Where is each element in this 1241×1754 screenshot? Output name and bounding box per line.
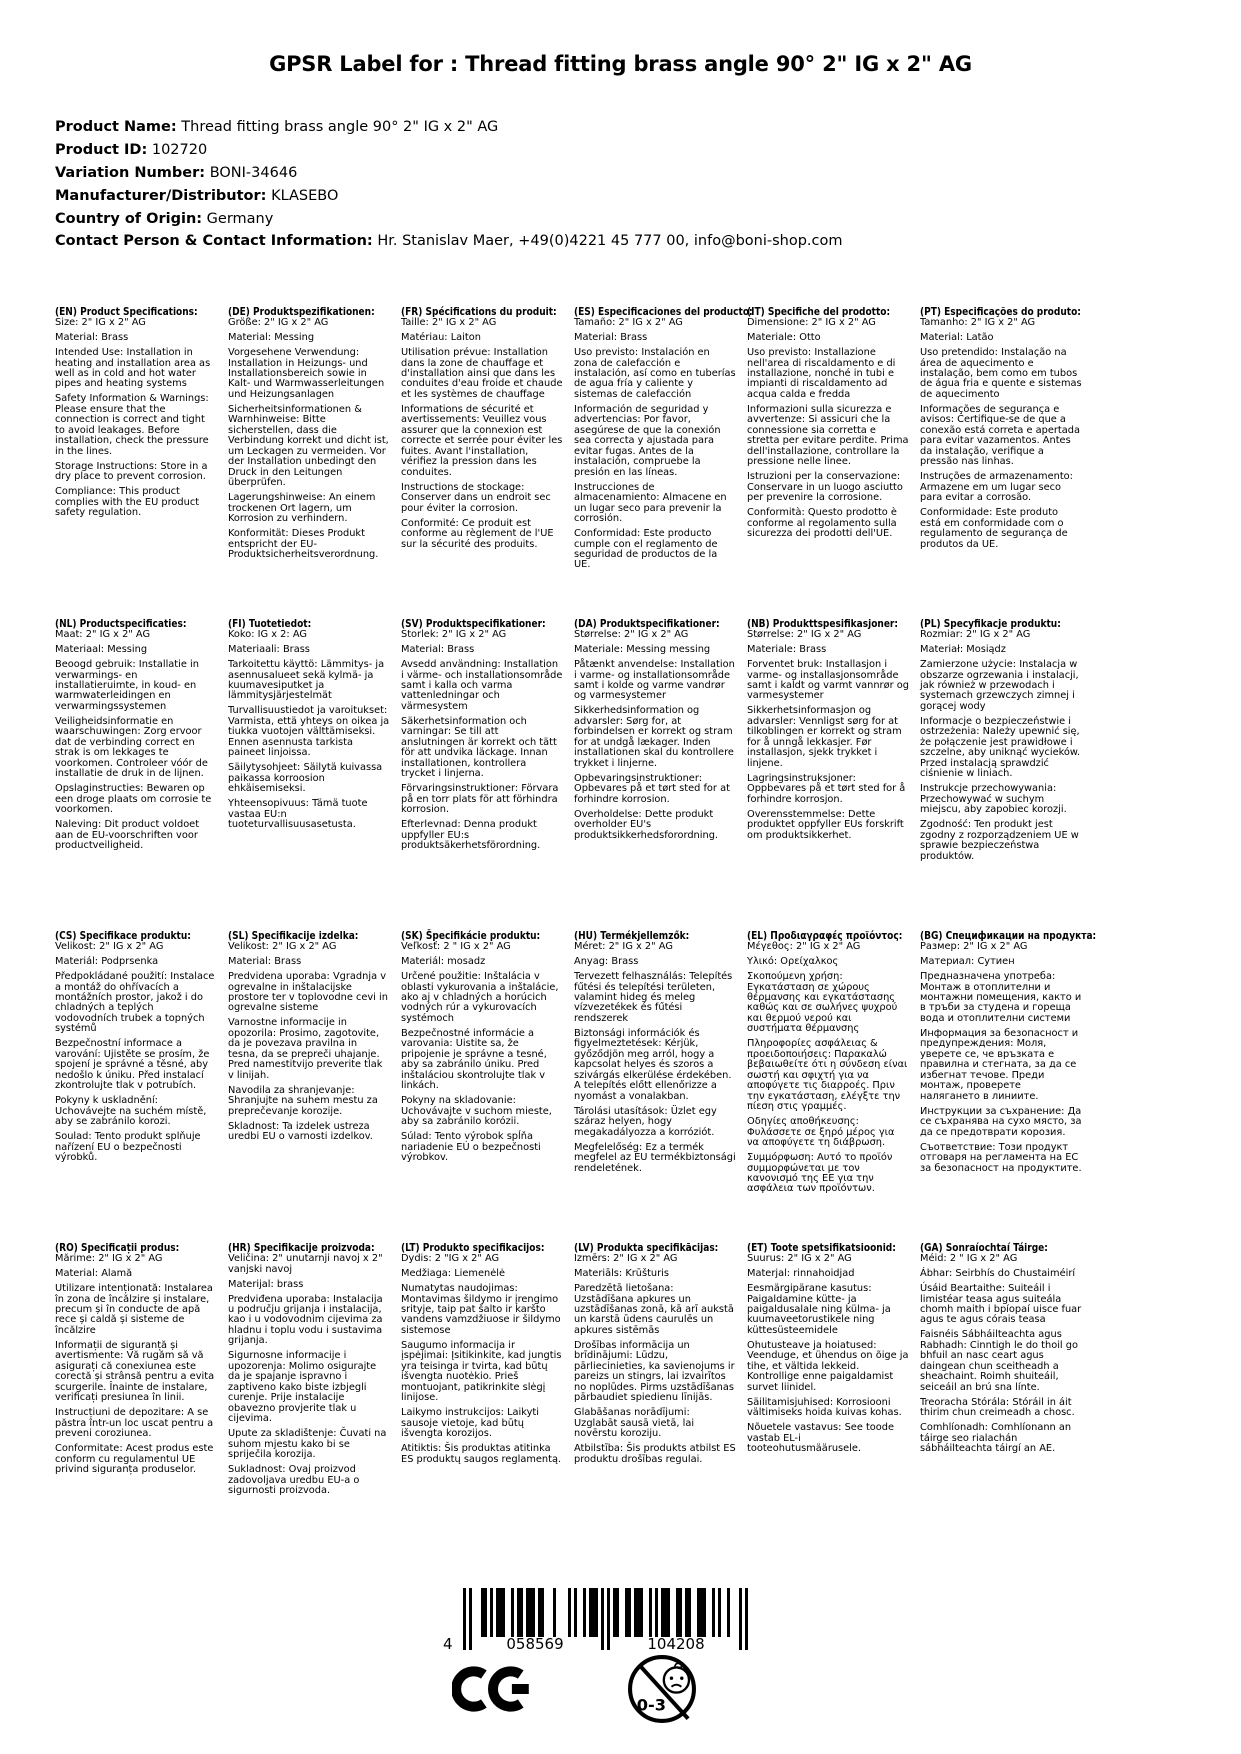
product-info-value: BONI-34646 — [205, 164, 298, 181]
barcode-bar — [634, 1588, 637, 1637]
product-info-label: Manufacturer/Distributor: — [55, 187, 267, 204]
spec-paragraph: Materiaali: Brass — [228, 644, 310, 656]
language-block-paragraphs — [920, 630, 1082, 862]
spec-paragraph: Conformità: Questo prodotto è conforme al regolamento sulla sicurezza dei prodotti dell'UE. — [747, 507, 897, 540]
barcode-bar — [541, 1588, 544, 1637]
spec-paragraph: Úsáid Beartaithe: Suiteáil i limistéar teasa agus suiteála chomh maith i bpíopaí uisce fuar agus te agus córais teasa — [920, 1283, 1082, 1326]
spec-paragraph: Størrelse: 2" IG x 2" AG — [574, 629, 689, 641]
language-block-heading: (NB) Produkttspesifikasjoner: — [747, 617, 898, 630]
barcode-bar — [625, 1588, 628, 1637]
spec-paragraph: Uso previsto: Instalación en zona de calefacción e instalación, así como en tuberías de agua fría y caliente y sistemas de calefacción — [574, 347, 736, 400]
barcode-bar — [628, 1588, 631, 1637]
language-block-heading: (FR) Spécifications du produit: — [401, 305, 557, 318]
spec-paragraph: Safety Information & Warnings: Please ensure that the connection is correct and tight to avoid leakages. Before installation, check the pressure in the lines. — [55, 393, 209, 457]
spec-paragraph: Avsedd användning: Installation i värme- och installationsområde samt i kalla och varma vattenledningar och värmesystem — [401, 659, 563, 712]
spec-paragraph: Storage Instructions: Store in a dry place to prevent corrosion. — [55, 460, 208, 483]
language-block-paragraphs — [55, 942, 217, 1163]
product-info-row — [55, 165, 843, 182]
ce-letter-c — [456, 1671, 484, 1706]
language-block-heading: (ET) Toote spetsifikatsioonid: — [747, 1241, 896, 1254]
spec-paragraph: Naleving: Dit product voldoet aan de EU-voorschriften voor productveiligheid. — [55, 819, 200, 852]
language-block-heading: (GA) Sonraíochtaí Táirge: — [920, 1241, 1048, 1254]
spec-paragraph: Atbilstība: Šis produkts atbilst ES produktu drošības regulai. — [574, 1443, 736, 1465]
language-block-paragraphs — [55, 318, 217, 518]
spec-paragraph: Veiligheidsinformatie en waarschuwingen: Zorg ervoor dat de verbinding correct en strak is om lekkages te voorkomen. Controleer vóór de installatie de druk in de lijnen. — [55, 715, 208, 780]
barcode-bar — [532, 1588, 535, 1637]
language-block-heading: (LV) Produkta specifikācijas: — [574, 1241, 719, 1254]
product-info-value: 102720 — [147, 141, 208, 158]
spec-paragraph: Medžiaga: Liemenėlė — [401, 1268, 505, 1280]
footer — [0, 1580, 1241, 1754]
language-block-heading: (RO) Specificații produs: — [55, 1241, 180, 1254]
spec-paragraph: Material: Messing — [228, 332, 315, 344]
language-block-paragraphs — [228, 318, 390, 560]
language-block-cs — [55, 930, 228, 1242]
spec-paragraph: Dimensione: 2" IG x 2" AG — [747, 317, 876, 329]
language-block-et — [747, 1242, 920, 1554]
language-block-heading: (DA) Produktspecifikationer: — [574, 617, 720, 630]
spec-paragraph: Treoracha Stórála: Stóráil in áit thirim chun creimeadh a chosc. — [920, 1396, 1075, 1419]
spec-paragraph: Предназначена употреба: Монтаж в отоплителни и монтажни помещения, както и в тръби за студена и гореща вода и отоплителни системи — [920, 971, 1082, 1024]
barcode-bar — [649, 1588, 652, 1637]
spec-paragraph: Material: Latão — [920, 332, 994, 344]
language-block-heading: (BG) Спецификации на продукта: — [920, 929, 1097, 942]
barcode-bar — [607, 1588, 610, 1650]
spec-paragraph: Materijal: brass — [228, 1278, 304, 1290]
barcode-bar — [727, 1588, 730, 1637]
spec-paragraph: Méret: 2" IG x 2" AG — [574, 941, 673, 953]
barcode-bar — [499, 1588, 502, 1637]
language-block-ga — [920, 1242, 1093, 1554]
spec-paragraph: Suurus: 2" IG x 2" AG — [747, 1253, 852, 1265]
language-block-pl — [920, 618, 1093, 930]
spec-paragraph: Compliance: This product complies with the EU product safety regulation. — [55, 486, 200, 519]
spec-paragraph: Biztonsági információk és figyelmeztetések: Kérjük, győződjön meg arról, hogy a kapcsolat helyes és szoros a szivárgás elkerülése érdekében. A telepítés előtt ellenőrizze a nyomást a vonalakban. — [574, 1027, 732, 1102]
language-block-heading: (HR) Specifikacije proizvoda: — [228, 1241, 375, 1254]
language-block-paragraphs — [401, 942, 563, 1163]
language-block-hr — [228, 1242, 401, 1554]
language-block-lv — [574, 1242, 747, 1554]
language-block-heading: (FI) Tuotetiedot: — [228, 617, 312, 630]
language-block-fr — [401, 306, 574, 618]
spec-paragraph: Velikost: 2" IG x 2" AG — [55, 941, 164, 953]
spec-paragraph: Intended Use: Installation in heating and installation area as well as in cold and hot water pipes and heating systems — [55, 347, 211, 390]
spec-paragraph: Utilisation prévue: Installation dans la zone de chauffage et d'installation ainsi que dans les conduites d'eau froide et chaude et les systèmes de chauffage — [401, 347, 563, 400]
spec-paragraph: Tamaño: 2" IG x 2" AG — [574, 317, 683, 329]
spec-paragraph: Soulad: Tento produkt splňuje nařízení EU o bezpečnosti výrobků. — [55, 1131, 201, 1164]
spec-paragraph: Conformité: Ce produit est conforme au règlement de l'UE sur la sécurité des produits. — [401, 517, 554, 550]
spec-paragraph: Πληροφορίες ασφάλειας & προειδοποιήσεις: Παρακαλώ βεβαιωθείτε ότι η σύνδεση είναι σωστή και σφιχτή για να αποφύγετε τις διαρροές. Πριν την εγκατάσταση, ελέγξτε την πίεση στις γραμμές. — [747, 1038, 908, 1113]
barcode-bar — [664, 1588, 667, 1637]
language-block-nb — [747, 618, 920, 930]
language-block-heading: (PL) Specyfikacje produktu: — [920, 617, 1061, 630]
spec-paragraph: Eesmärgipärane kasutus: Paigaldamine kütte- ja paigaldusalale ning külma- ja kuumaveetorustikele ning küttesüsteemidele — [747, 1283, 891, 1336]
spec-paragraph: Μέγεθος: 2" IG x 2" AG — [747, 941, 861, 953]
product-info-label: Product Name: — [55, 119, 177, 135]
spec-paragraph: Ábhar: Seirbhís do Chustaiméirí — [920, 1268, 1076, 1280]
barcode-bar — [529, 1588, 532, 1637]
product-info-label: Product ID: — [55, 141, 148, 158]
spec-paragraph: Maat: 2" IG x 2" AG — [55, 629, 151, 641]
language-block-paragraphs — [574, 318, 736, 571]
barcode-bar — [574, 1588, 577, 1637]
baby-face — [664, 1667, 689, 1692]
barcode-bar — [538, 1588, 541, 1637]
spec-paragraph: Informações de segurança e avisos: Certifique-se de que a conexão está correta e apertada para evitar vazamentos. Antes da instalação, verifique a pressão nas linhas. — [920, 403, 1080, 468]
spec-paragraph: Σκοπούμενη χρήση: Εγκατάσταση σε χώρους θέρμανσης και εγκατάστασης καθώς και σε σωλήνες ψυχρού και θερμού νερού και συστήματα θέρμανσης — [747, 971, 898, 1035]
spec-paragraph: Méid: 2 " IG x 2" AG — [920, 1253, 1018, 1265]
barcode-bar — [667, 1588, 670, 1637]
barcode-bar — [601, 1588, 604, 1650]
spec-paragraph: Predviđena uporaba: Instalacija u području grijanja i instalacija, kao i u vodovodnim cijevima za hladnu i toplu vodu i sustavima grijanja. — [228, 1293, 383, 1347]
spec-paragraph: Material: Brass — [55, 332, 129, 344]
language-block-sk — [401, 930, 574, 1242]
language-block-pt — [920, 306, 1093, 618]
spec-paragraph: Sigurnosne informacije i upozorenja: Molimo osigurajte da je spajanje ispravno i zaptiveno kako biste izbjegli curenje. Prije instalacije obavezno provjerite tlak u cijevima. — [228, 1350, 377, 1425]
spec-paragraph: Размер: 2" IG x 2" AG — [920, 941, 1028, 953]
barcode-bar — [526, 1588, 529, 1637]
language-block-en — [55, 306, 228, 618]
spec-paragraph: Bezpečnostné informácie a varovania: Uistite sa, že pripojenie je správne a tesné, aby sa zabránilo úniku. Pred inštaláciou skontrolujte tlak v linkách. — [401, 1027, 547, 1092]
language-block-heading: (SV) Produktspecifikationer: — [401, 617, 546, 630]
spec-paragraph: Material: Brass — [574, 332, 648, 344]
age-range-label: 0-3 — [636, 1695, 667, 1715]
barcode-bar — [484, 1588, 487, 1637]
language-block-el — [747, 930, 920, 1242]
language-block-paragraphs — [401, 1254, 563, 1465]
spec-paragraph: Navodila za shranjevanje: Shranjujte na suhem mestu za preprečevanje korozije. — [228, 1084, 378, 1117]
product-info-label: Variation Number: — [55, 164, 206, 181]
language-block-paragraphs — [55, 630, 217, 851]
spec-paragraph: Instrucțiuni de depozitare: A se păstra într-un loc uscat pentru a preveni coroziunea. — [55, 1407, 214, 1440]
language-block-paragraphs — [920, 942, 1082, 1174]
barcode-bar — [655, 1588, 658, 1637]
language-block-heading: (SL) Specifikacije izdelka: — [228, 929, 359, 942]
spec-paragraph: Uso previsto: Installazione nell'area di riscaldamento e di installazione, nonché in tubi e impianti di riscaldamento ad acqua calda e fredda — [747, 347, 896, 400]
spec-paragraph: Forventet bruk: Installasjon i varme- og installasjonsområde samt i kaldt og varmt vannrør og varmesystemer — [747, 659, 909, 702]
spec-paragraph: Materiale: Messing messing — [574, 644, 711, 656]
spec-paragraph: Súlad: Tento výrobok spĺňa nariadenie EÚ o bezpečnosti výrobkov. — [401, 1131, 541, 1164]
language-block-heading: (LT) Produkto specifikacijos: — [401, 1241, 545, 1254]
spec-paragraph: Størrelse: 2" IG x 2" AG — [747, 629, 862, 641]
barcode-digits: 4 — [443, 1635, 453, 1653]
baby-frown — [671, 1685, 681, 1687]
barcode-digits: 104208 — [647, 1635, 705, 1653]
barcode-bar — [616, 1588, 619, 1637]
language-block-heading: (SK) Špecifikácie produktu: — [401, 929, 541, 942]
spec-paragraph: Varnostne informacije in opozorila: Prosimo, zagotovite, da je povezava pravilna in tesna, da se prepreči uhajanje. Pred namestitvijo preverite tlak v linijah. — [228, 1017, 383, 1081]
language-block-paragraphs — [55, 1254, 217, 1475]
spec-paragraph: Saugumo informacija ir įspėjimai: Įsitikinkite, kad jungtis yra teisinga ir tvirta, kad būtų išvengta nuotėkio. Prieš montuojant, patikrinkite slėgį linijose. — [401, 1339, 562, 1404]
barcode-bar — [703, 1588, 706, 1637]
spec-paragraph: Pokyny na skladovanie: Uchovávajte v suchom mieste, aby sa zabránilo korózii. — [401, 1095, 552, 1128]
spec-paragraph: Overholdelse: Dette produkt overholder EU's produktsikkerhedsforordning. — [574, 808, 719, 841]
barcode-bar — [685, 1588, 688, 1637]
barcode-bar — [481, 1588, 484, 1637]
barcode-bar — [589, 1588, 592, 1637]
barcode-bar — [463, 1588, 466, 1650]
spec-paragraph: Uso pretendido: Instalação na área de aquecimento e instalação, bem como em tubos de água fria e quente e sistemas de aquecimento — [920, 347, 1082, 400]
spec-paragraph: Material: Alamă — [55, 1268, 133, 1280]
language-block-it — [747, 306, 920, 618]
language-block-hu — [574, 930, 747, 1242]
language-block-es — [574, 305, 753, 618]
language-block-paragraphs — [228, 630, 390, 830]
language-block-paragraphs — [747, 630, 909, 841]
spec-paragraph: Instrucciones de almacenamiento: Almacene en un lugar seco para prevenir la corrosión. — [574, 481, 727, 525]
language-block-nl — [55, 618, 228, 930]
spec-paragraph: Sikkerhetsinformasjon og advarsler: Vennligst sørg for at tilkoblingen er korrekt og stram for å unngå lekkasjer. Før installasjon, sjekk trykket i linjene. — [747, 705, 902, 769]
spec-paragraph: Informacje o bezpieczeństwie i ostrzeżenia: Należy upewnić się, że połączenie jest prawidłowe i szczelne, aby uniknąć wycieków. Przed instalacją sprawdzić ciśnienie w liniach. — [920, 715, 1081, 780]
spec-paragraph: Opbevaringsinstruktioner: Opbevares på et tørt sted for at forhindre korrosion. — [574, 772, 730, 805]
spec-paragraph: Materiał: Mosiądz — [920, 644, 1006, 656]
spec-paragraph: Conformitate: Acest produs este conform cu regulamentul UE privind siguranța produselor. — [55, 1443, 214, 1476]
spec-paragraph: Rozmiar: 2" IG x 2" AG — [920, 629, 1031, 641]
spec-paragraph: Bezpečnostní informace a varování: Ujistěte se prosím, že spojení je správné a těsné, aby nedošlo k úniku. Před instalací zkontrolujte tlak v potrubích. — [55, 1038, 210, 1092]
spec-paragraph: Informazioni sulla sicurezza e avvertenze: Si assicuri che la connessione sia corretta e stretta per evitare perdite. Prima dell'installazione, controllare la pressione nelle linee. — [747, 403, 909, 468]
language-block-lt — [401, 1242, 574, 1554]
spec-paragraph: Upute za skladištenje: Čuvati na suhom mjestu kako bi se spriječila korozija. — [228, 1428, 387, 1461]
language-block-paragraphs — [228, 1254, 390, 1496]
product-info-value: KLASEBO — [266, 187, 339, 204]
spec-paragraph: Säilitamisjuhised: Korrosiooni vältimiseks hoida kuivas kohas. — [747, 1396, 902, 1419]
product-info — [55, 119, 843, 256]
language-block-paragraphs — [228, 942, 390, 1142]
product-info-row — [55, 188, 843, 205]
spec-paragraph: Conformidade: Este produto está em conformidade com o regulamento de segurança de produtos da UE. — [920, 507, 1068, 550]
spec-paragraph: Matériau: Laiton — [401, 332, 481, 344]
spec-paragraph: Materiāls: Krūšturis — [574, 1268, 669, 1280]
spec-paragraph: Konformität: Dieses Produkt entspricht der EU-Produktsicherheitsverordnung. — [228, 528, 379, 560]
language-block-bg — [920, 929, 1097, 1242]
spec-paragraph: Mărime: 2" IG x 2" AG — [55, 1253, 163, 1265]
spec-paragraph: Megfelelőség: Ez a termék megfelel az EU termékbiztonsági rendeletének. — [574, 1141, 736, 1174]
spec-paragraph: Materjal: rinnahoidjad — [747, 1268, 855, 1280]
language-block-fi — [228, 618, 401, 930]
spec-paragraph: Lagringsinstruksjoner: Oppbevares på et tørt sted for å forhindre korrosjon. — [747, 772, 906, 805]
spec-paragraph: Dydis: 2 "IG x 2" AG — [401, 1253, 500, 1265]
spec-paragraph: Tamanho: 2" IG x 2" AG — [920, 317, 1036, 329]
language-block-paragraphs — [747, 942, 909, 1195]
spec-paragraph: Atitiktis: Šis produktas atitinka ES produktų saugos reglamentą. — [401, 1443, 562, 1465]
spec-paragraph: Utilizare intenționată: Instalarea în zona de încălzire și instalare, precum și în conducte de apă rece și caldă și sisteme de încălzire — [55, 1283, 213, 1336]
spec-paragraph: Koko: IG x 2: AG — [228, 629, 307, 641]
language-block-ro — [55, 1242, 228, 1554]
language-block-heading: (ES) Especificaciones del producto: — [574, 305, 753, 318]
language-grid — [55, 305, 1097, 1554]
ce-mark-icon — [452, 1658, 538, 1720]
spec-paragraph: Zamierzone użycie: Instalacja w obszarze ogrzewania i instalacji, jak również w przewodach i systemach grzewczych zimnej i gorącej wody — [920, 659, 1079, 712]
spec-paragraph: Påtænkt anvendelse: Installation i varme- og installationsområde samt i kolde og varme vandrør og varmesystemer — [574, 659, 735, 702]
spec-paragraph: Conformidad: Este producto cumple con el reglamento de seguridad de productos de la UE. — [574, 528, 718, 571]
spec-paragraph: Informații de siguranță și avertismente: Vă rugăm să vă asigurați că conexiunea este corectă și strânsă pentru a evita scurgerile. Înainte de instalare, verificați presiunea în linii. — [55, 1339, 215, 1404]
spec-paragraph: Zgodność: Ten produkt jest zgodny z rozporządzeniem UE w sprawie bezpieczeństwa produktów. — [920, 819, 1079, 862]
barcode-bar — [469, 1588, 472, 1650]
barcode-bar — [520, 1588, 523, 1637]
spec-paragraph: Vorgesehene Verwendung: Installation in Heizungs- und Installationsbereich sowie in Kalt- und Warmwasserleitungen und Heizungsanlagen — [228, 347, 385, 400]
spec-paragraph: Materiale: Brass — [747, 644, 827, 656]
barcode-bar — [595, 1588, 598, 1637]
spec-paragraph: Materiaal: Messing — [55, 644, 148, 656]
product-info-value: Germany — [202, 210, 274, 227]
language-block-sv — [401, 618, 574, 930]
language-block-heading: (PT) Especificações do produto: — [920, 305, 1081, 318]
spec-paragraph: Comhlíonadh: Comhlíonann an táirge seo rialachán sábháilteachta táirgí an AE. — [920, 1422, 1072, 1455]
spec-paragraph: Určené použitie: Inštalácia v oblasti vykurovania a inštalácie, ako aj v chladných a horúcich vodných rúr a vykurovacích systémoch — [401, 971, 559, 1024]
spec-paragraph: Taille: 2" IG x 2" AG — [401, 317, 497, 329]
spec-paragraph: Yhteensopivuus: Tämä tuote vastaa EU:n tuoteturvallisuusasetusta. — [228, 798, 368, 831]
language-block-paragraphs — [574, 942, 736, 1174]
spec-paragraph: Size: 2" IG x 2" AG — [55, 317, 146, 329]
barcode-bar — [502, 1588, 505, 1637]
spec-paragraph: Съответствие: Този продукт отговаря на регламента на ЕС за безопасност на продуктите. — [920, 1141, 1082, 1174]
barcode-bar — [637, 1588, 640, 1637]
spec-paragraph: Velikost: 2" IG x 2" AG — [228, 941, 337, 953]
barcode-bar — [697, 1588, 700, 1637]
spec-paragraph: Instrukcje przechowywania: Przechowywać w suchym miejscu, aby zapobiec korozji. — [920, 783, 1067, 816]
spec-paragraph: Anyag: Brass — [574, 956, 639, 968]
language-block-paragraphs — [920, 318, 1082, 550]
product-info-label: Country of Origin: — [55, 210, 203, 227]
spec-paragraph: Istruzioni per la conservazione: Conservare in un luogo asciutto per prevenire la corrosione. — [747, 471, 903, 504]
barcode-bar — [640, 1588, 643, 1637]
barcode-bar — [568, 1588, 571, 1637]
language-block-heading: (EL) Προδιαγραφές προϊόντος: — [747, 929, 903, 942]
spec-paragraph: Beoogd gebruik: Installatie in verwarmings- en installatieruimte, in koud- en warmwaterleidingen en verwarmingssystemen — [55, 659, 199, 712]
spec-paragraph: Säkerhetsinformation och varningar: Se till att anslutningen är korrekt och tätt för att undvika läckage. Innan installationen, kontrollera trycket i linjerna. — [401, 715, 557, 780]
spec-paragraph: Material: Brass — [401, 644, 475, 656]
language-block-heading: (CS) Specifikace produktu: — [55, 929, 191, 942]
spec-paragraph: Tervezett felhasználás: Telepítés fűtési és telepítési területen, valamint hideg és meleg vízvezetékek és fűtési rendszerek — [574, 971, 733, 1024]
language-block-da — [574, 618, 747, 930]
barcode-bar — [496, 1588, 499, 1637]
spec-paragraph: Drošības informācija un brīdinājumi: Lūdzu, pārliecinieties, ka savienojums ir pareizs un stingrs, lai izvairītos no noplūdes. Pirms uzstādīšanas pārbaudiet spiedienu līnijās. — [574, 1339, 735, 1404]
barcode-bar — [700, 1588, 703, 1637]
age-warning-icon — [626, 1653, 698, 1725]
spec-paragraph: Materiale: Otto — [747, 332, 821, 344]
barcode-bar — [583, 1588, 586, 1637]
page-title: GPSR Label for : Thread fitting brass angle 90° 2" IG x 2" AG — [269, 52, 972, 76]
barcode-bar — [511, 1588, 514, 1637]
spec-paragraph: Informations de sécurité et avertissements: Veuillez vous assurer que la connexion est correcte et serrée pour éviter les fuites. Avant l'installation, vérifiez la pression dans les conduites. — [401, 403, 563, 478]
spec-paragraph: Инструкции за съхранение: Да се съхранява на сухо място, за да се предотврати корозия. — [920, 1105, 1082, 1138]
spec-paragraph: Förvaringsinstruktioner: Förvara på en torr plats för att förhindra korrosion. — [401, 783, 559, 816]
barcode-digits: 058569 — [506, 1635, 564, 1653]
barcode-bar — [661, 1588, 664, 1637]
ean13-barcode — [440, 1588, 750, 1654]
spec-paragraph: Информация за безопасност и предупреждения: Моля, уверете се, че връзката е правилна и стегната, за да се избегнат течове. Преди монтаж, проверете налягането в линиите. — [920, 1027, 1079, 1102]
spec-paragraph: Tárolási utasítások: Üzlet egy száraz helyen, hogy megakadályozza a korróziót. — [574, 1105, 717, 1138]
spec-paragraph: Instructions de stockage: Conserver dans un endroit sec pour éviter la corrosion. — [401, 481, 551, 514]
barcode-bar — [490, 1588, 493, 1637]
language-block-paragraphs — [574, 1254, 736, 1465]
barcode-bar — [688, 1588, 691, 1637]
barcode-bar — [613, 1588, 616, 1637]
language-block-heading: (NL) Productspecificaties: — [55, 617, 187, 630]
spec-paragraph: Ohutusteave ja hoiatused: Veenduge, et ühendus on õige ja tihe, et vältida lekkeid. Kontrollige enne paigaldamist survet liinidel. — [747, 1339, 909, 1393]
baby-eye-right — [680, 1676, 683, 1679]
language-block-paragraphs — [920, 1254, 1082, 1454]
language-block-de — [228, 306, 401, 618]
language-block-paragraphs — [401, 318, 563, 550]
spec-paragraph: Instruções de armazenamento: Armazene em um lugar seco para evitar a corrosão. — [920, 471, 1073, 504]
spec-paragraph: Numatytas naudojimas: Montavimas šildymo ir įrengimo srityje, taip pat šalto ir karšto vandens vamzdžiuose ir šildymo sistemose — [401, 1283, 561, 1336]
spec-paragraph: Storlek: 2" IG x 2" AG — [401, 629, 507, 641]
spec-paragraph: Υλικό: Ορείχαλκος — [747, 956, 839, 968]
product-info-label: Contact Person & Contact Information: — [55, 233, 373, 250]
barcode-bar — [592, 1588, 595, 1637]
language-block-paragraphs — [401, 630, 563, 851]
barcode-bar — [712, 1588, 715, 1637]
spec-paragraph: Materiál: mosadz — [401, 956, 486, 968]
spec-paragraph: Συμμόρφωση: Αυτό το προϊόν συμμορφώνεται με τον κανονισμό της ΕΕ για την ασφάλεια των προϊόντων. — [747, 1152, 893, 1195]
barcode-bar — [739, 1588, 742, 1650]
spec-paragraph: Laikymo instrukcijos: Laikyti sausoje vietoje, kad būtų išvengta korozijos. — [401, 1407, 539, 1440]
language-block-paragraphs — [747, 318, 909, 539]
language-block-paragraphs — [574, 630, 736, 841]
language-block-heading: (HU) Termékjellemzők: — [574, 929, 690, 942]
product-info-value: Hr. Stanislav Maer, +49(0)4221 45 777 00, info@boni-shop.com — [372, 233, 843, 250]
barcode-bar — [718, 1588, 721, 1637]
spec-paragraph: Overensstemmelse: Dette produktet oppfyller EUs forskrift om produktsikkerhet. — [747, 808, 904, 841]
spec-paragraph: Οδηγίες αποθήκευσης: Φυλάσσετε σε ξηρό μέρος για να αποφύγετε τη διάβρωση. — [747, 1116, 895, 1149]
spec-paragraph: Größe: 2" IG x 2" AG — [228, 317, 329, 329]
spec-paragraph: Izmērs: 2" IG x 2" AG — [574, 1253, 678, 1265]
spec-paragraph: Skladnost: Ta izdelek ustreza uredbi EU o varnosti izdelkov. — [228, 1120, 373, 1143]
language-block-sl — [228, 930, 401, 1242]
spec-paragraph: Materiál: Podprsenka — [55, 956, 159, 968]
spec-paragraph: Veličina: 2" unutarnji navoj x 2" vanjski navoj — [228, 1253, 383, 1275]
spec-paragraph: Predvidena uporaba: Vgradnja v ogrevalne in inštalacijske prostore ter v toplovodne cevi in ogrevalne sisteme — [228, 971, 388, 1014]
spec-paragraph: Paredzētā lietošana: Uzstādīšana apkures un uzstādīšanas zonā, kā arī aukstā un karstā ūdens caurulēs un apkures sistēmās — [574, 1283, 734, 1336]
spec-paragraph: Material: Brass — [228, 956, 302, 968]
spec-paragraph: Pokyny k uskladnění: Uchovávejte na suchém místě, aby se zabránilo korozi. — [55, 1095, 207, 1128]
spec-paragraph: Veľkosť: 2 " IG x 2" AG — [401, 941, 511, 953]
spec-paragraph: Faisnéis Sábháilteachta agus Rabhadh: Cinntigh le do thoil go bhfuil an nasc ceart agus daingean chun sceitheadh a sheachaint. Roimh shuiteáil, seiceáil an brú sna línte. — [920, 1329, 1078, 1393]
barcode-bar — [553, 1588, 556, 1637]
spec-paragraph: Efterlevnad: Denna produkt uppfyller EU:s produktsäkerhetsförordning. — [401, 819, 541, 852]
spec-paragraph: Opslaginstructies: Bewaren op een droge plaats om corrosie te voorkomen. — [55, 783, 212, 816]
spec-paragraph: Tarkoitettu käyttö: Lämmitys- ja asennusalueet sekä kylmä- ja kuumavesiputket ja lämmitysjärjestelmät — [228, 659, 385, 702]
spec-paragraph: Nõuetele vastavus: See toode vastab EL-i tooteohutusmäärusele. — [747, 1422, 895, 1455]
product-info-row — [55, 211, 843, 228]
product-info-row — [55, 233, 843, 250]
language-block-heading: (DE) Produktspezifikationen: — [228, 305, 375, 318]
spec-paragraph: Sicherheitsinformationen & Warnhinweise: Bitte sicherstellen, dass die Verbindung korrekt und dicht ist, um Leckagen zu vermeiden. Vor der Installation unbedingt den Druck in den Leitungen überprüfen. — [228, 403, 389, 489]
spec-paragraph: Předpokládané použití: Instalace a montáž do ohřívacích a montážních prostor, jakož i do chladných a teplých vodovodních trubek a topných systémů — [55, 971, 215, 1035]
spec-paragraph: Sukladnost: Ovaj proizvod zadovoljava uredbu EU-a o sigurnosti proizvoda. — [228, 1464, 360, 1496]
spec-paragraph: Lagerungshinweise: An einem trockenen Ort lagern, um Korrosion zu verhindern. — [228, 492, 376, 525]
barcode-bar — [679, 1588, 682, 1637]
barcode-bar — [517, 1588, 520, 1637]
spec-paragraph: Información de seguridad y advertencias: Por favor, asegúrese de que la conexión sea correcta y ajustada para evitar fugas. Antes de la instalación, compruebe la presión en las líneas. — [574, 403, 721, 478]
spec-paragraph: Sikkerhedsinformation og advarsler: Sørg for, at forbindelsen er korrekt og stram for at undgå lækager. Inden installationen skal du kontrollere trykket i linjerne. — [574, 705, 734, 769]
language-block-heading: (IT) Specifiche del prodotto: — [747, 305, 891, 318]
baby-eye-left — [670, 1676, 673, 1679]
spec-paragraph: Turvallisuustiedot ja varoitukset: Varmista, että yhteys on oikea ja tiukka vuotojen välttämiseksi. Ennen asennusta tarkista paineet linjoissa. — [228, 705, 390, 759]
spec-paragraph: Säilytysohjeet: Säilytä kuivassa paikassa korroosion ehkäisemiseksi. — [228, 762, 383, 795]
spec-paragraph: Glabāšanas norādījumi: Uzglabāt sausā vietā, lai novērstu koroziju. — [574, 1407, 695, 1440]
barcode-bar — [745, 1588, 748, 1650]
product-info-row — [55, 142, 843, 159]
product-info-row — [55, 119, 843, 136]
language-block-heading: (EN) Product Specifications: — [55, 305, 198, 318]
spec-paragraph: Материал: Сутиен — [920, 956, 1015, 968]
language-block-paragraphs — [747, 1254, 909, 1454]
product-info-value: Thread fitting brass angle 90° 2" IG x 2" AG — [176, 119, 499, 135]
barcode-bar — [676, 1588, 679, 1637]
